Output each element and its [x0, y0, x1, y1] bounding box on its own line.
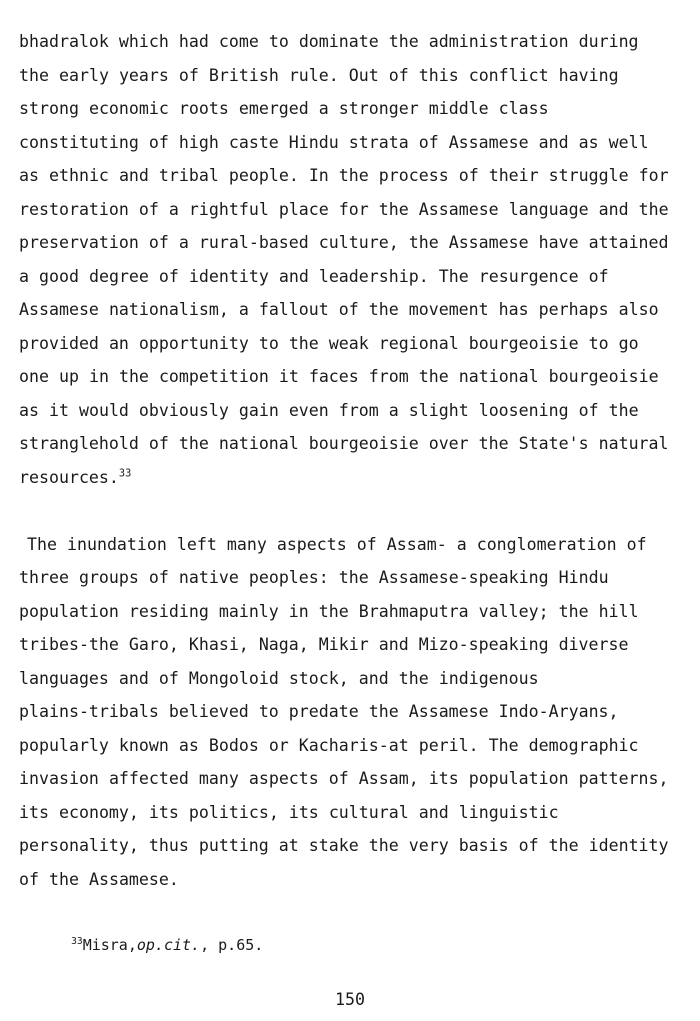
word: its: [148, 802, 179, 822]
word: the: [608, 400, 639, 420]
word: even: [288, 400, 329, 420]
text-line: [19, 628, 672, 662]
word: as: [19, 166, 39, 185]
word: Assam,: [358, 769, 419, 788]
word: competition: [158, 367, 269, 386]
word: affected: [108, 769, 189, 788]
word: hill: [598, 601, 639, 621]
word: degree: [88, 266, 149, 286]
word: roots: [178, 99, 229, 118]
word: regional: [378, 333, 459, 353]
word: of: [158, 266, 179, 286]
word: and: [118, 166, 149, 185]
word: valley;: [478, 601, 549, 621]
word: economic: [88, 99, 169, 118]
word: tribal: [158, 166, 219, 185]
word: national: [218, 434, 299, 453]
text-line: [19, 427, 672, 461]
word: economy,: [58, 802, 139, 822]
word: Mikir: [318, 635, 369, 654]
word: Out: [348, 65, 379, 85]
word: three: [19, 568, 69, 587]
text-line: [19, 394, 672, 428]
word: the: [338, 166, 369, 185]
footnote-citation: op.cit.: [136, 936, 201, 954]
word: and: [118, 668, 149, 688]
word: of: [388, 65, 409, 85]
text-line: [19, 59, 672, 93]
word: of: [578, 400, 599, 420]
word: Brahmaputra: [358, 601, 469, 621]
word: of: [178, 65, 199, 85]
word: a: [168, 199, 179, 219]
word: popularly: [19, 735, 109, 755]
page-number: 150: [335, 990, 365, 1009]
word: politics,: [188, 802, 279, 822]
word: constituting: [19, 132, 139, 152]
word: predate: [288, 702, 359, 721]
word: the: [19, 65, 49, 85]
word: State's: [518, 434, 589, 453]
word: of: [158, 668, 179, 688]
text-line: [19, 595, 672, 629]
word: peoples:: [248, 568, 329, 587]
word: up: [58, 367, 79, 386]
word: the: [398, 668, 429, 688]
text-line: [19, 695, 672, 729]
word: and: [598, 199, 629, 219]
word: process: [378, 166, 449, 185]
word: emerged: [238, 99, 309, 118]
word: Assamese: [408, 702, 489, 721]
word: good: [39, 266, 79, 286]
word: over: [428, 434, 469, 453]
word: The: [438, 266, 469, 286]
word: or: [268, 735, 289, 755]
word: diverse: [558, 635, 629, 654]
word: native: [178, 568, 239, 587]
word: years: [118, 65, 169, 85]
word: plains-tribals: [19, 702, 159, 721]
text-line: [19, 561, 672, 595]
text-line: [19, 260, 672, 294]
word: in: [288, 601, 309, 621]
word: strata: [348, 132, 409, 152]
word: stock,: [288, 668, 349, 688]
word: aspects: [276, 534, 347, 554]
word: national: [458, 367, 539, 386]
word: Hindu: [288, 132, 339, 152]
word: for: [338, 199, 369, 219]
word: and: [278, 266, 309, 286]
word: and: [358, 668, 389, 688]
word: residing: [128, 601, 209, 621]
word: tribes-the: [19, 635, 119, 654]
word: Assamese: [19, 300, 99, 319]
word: preservation: [19, 233, 139, 252]
word: the: [388, 32, 419, 51]
body-text-block: [19, 25, 672, 896]
word: Assam-: [386, 534, 447, 554]
text-line: [19, 226, 672, 260]
word: at: [278, 836, 299, 855]
word: the: [378, 199, 409, 219]
word: strong: [19, 99, 79, 118]
word: bhadralok: [19, 32, 109, 51]
text-line: [19, 863, 672, 897]
word: Naga,: [258, 635, 309, 654]
word: Mongoloid: [188, 668, 279, 688]
word: a: [388, 400, 399, 420]
word: identity: [588, 836, 669, 855]
word: many: [198, 769, 239, 788]
word: population: [468, 769, 569, 788]
word: mainly: [218, 601, 279, 621]
word: of: [338, 300, 359, 319]
word: the: [638, 199, 669, 219]
word: peril.: [418, 735, 479, 755]
word: putting: [198, 836, 269, 855]
paragraph-1: [19, 25, 672, 494]
word: linguistic: [458, 802, 559, 822]
word: and: [538, 132, 569, 152]
word: rural-based: [198, 233, 309, 252]
word: as: [19, 400, 39, 420]
word: of: [418, 132, 439, 152]
word: middle: [428, 99, 489, 118]
footnote-tail: , p.65.: [200, 936, 264, 954]
word: population: [19, 601, 119, 621]
word: of: [458, 166, 479, 185]
word: caste: [228, 132, 279, 152]
word: aspects: [248, 769, 319, 788]
text-line: [19, 796, 672, 830]
word: of: [148, 132, 169, 152]
word: Mizo-speaking: [418, 635, 549, 654]
word: of: [356, 534, 377, 554]
text-line: [19, 528, 672, 562]
word: from: [338, 400, 379, 420]
word: nationalism,: [108, 300, 229, 319]
word: the: [558, 601, 589, 621]
word: opportunity: [138, 333, 249, 353]
word: rule.: [288, 65, 339, 85]
word: a: [178, 233, 189, 252]
word: believed: [168, 702, 249, 721]
word: the: [548, 836, 579, 855]
word: which: [118, 32, 169, 51]
word: personality,: [19, 836, 139, 855]
word: weak: [328, 333, 369, 353]
word: leadership.: [318, 266, 429, 286]
word: early: [58, 65, 109, 85]
word: to: [258, 333, 279, 353]
word: an: [108, 333, 129, 353]
word: to: [268, 32, 289, 51]
word: of: [148, 434, 169, 453]
word: bourgeoisie: [468, 333, 579, 353]
word: In: [308, 166, 329, 185]
word: of: [588, 266, 609, 286]
word: Kacharis-at: [298, 735, 409, 755]
word: having: [558, 65, 619, 85]
text-line: [19, 360, 672, 394]
word: to: [258, 702, 279, 721]
word: Assamese: [448, 233, 529, 252]
word: Assamese-speaking: [378, 568, 549, 587]
word: dominate: [298, 32, 379, 51]
word: language: [508, 199, 589, 219]
word: the: [318, 601, 349, 621]
word: go: [618, 333, 639, 353]
word: of: [148, 568, 169, 587]
word: as: [578, 132, 599, 152]
word: Assamese: [448, 132, 529, 152]
word: gain: [238, 400, 279, 420]
text-line: [19, 25, 672, 59]
word: and: [378, 635, 409, 654]
word: bourgeoisie: [308, 434, 419, 453]
word: obviously: [138, 400, 229, 420]
word: resources.: [19, 467, 119, 487]
word: natural: [598, 434, 669, 453]
word: the: [288, 333, 319, 353]
text-line: [19, 461, 672, 495]
word: resurgence: [478, 266, 579, 286]
text-line: [19, 762, 672, 796]
word: their: [488, 166, 539, 185]
word: it: [278, 367, 299, 386]
word: many: [226, 534, 267, 554]
word: identity: [188, 266, 269, 286]
word: inundation: [66, 534, 167, 554]
text-line: [19, 126, 672, 160]
word: as: [178, 735, 199, 755]
word: attained: [588, 233, 669, 252]
word: faces: [308, 367, 359, 386]
word: the: [178, 434, 209, 453]
footnote: [35, 912, 263, 978]
word: the: [368, 836, 399, 855]
word: left: [176, 534, 217, 554]
footnote-author: Misra,: [82, 936, 137, 954]
word: provided: [19, 333, 99, 353]
word: the: [408, 233, 439, 252]
word: class: [498, 99, 549, 118]
text-line: [19, 662, 672, 696]
word: invasion: [19, 769, 99, 788]
word: conglomeration: [476, 534, 617, 554]
word: has: [498, 300, 529, 319]
word: The: [27, 534, 57, 554]
paragraph-2: [19, 528, 672, 897]
word: from: [368, 367, 409, 386]
word: stranglehold: [19, 434, 139, 453]
word: of: [19, 869, 39, 889]
word: the: [368, 702, 399, 721]
word: cultural: [328, 802, 409, 822]
word: Assamese: [418, 199, 499, 219]
word: its: [19, 802, 49, 822]
word: Bodos: [208, 735, 259, 755]
text-line: [19, 293, 672, 327]
text-line: [19, 159, 672, 193]
word: languages: [19, 668, 109, 688]
word: Khasi,: [188, 635, 249, 654]
word: its: [288, 802, 319, 822]
text-line: [19, 729, 672, 763]
word: of: [328, 769, 349, 788]
word: indigenous: [438, 668, 539, 688]
word: Assamese.: [88, 869, 179, 889]
word: place: [278, 199, 329, 219]
word: stronger: [338, 99, 419, 118]
word: high: [178, 132, 219, 152]
word: stake: [308, 836, 359, 855]
word: basis: [458, 836, 509, 855]
word: groups: [78, 568, 139, 587]
word: well: [608, 132, 649, 152]
word: a: [318, 99, 329, 118]
word: administration: [428, 32, 569, 51]
word: struggle: [548, 166, 629, 185]
word: to: [588, 333, 609, 353]
word: the: [478, 434, 509, 453]
word: the: [418, 367, 449, 386]
word: known: [118, 735, 169, 755]
word: ethnic: [48, 166, 109, 185]
footnote-reference[interactable]: 33: [118, 466, 132, 479]
word: loosening: [478, 400, 569, 420]
word: one: [19, 367, 49, 386]
word: Garo,: [128, 635, 179, 654]
word: Hindu: [558, 568, 609, 587]
word: very: [408, 836, 449, 855]
word: during: [578, 32, 639, 51]
word: of: [626, 534, 647, 554]
word: fallout: [258, 300, 329, 319]
word: people.: [228, 166, 299, 185]
word: of: [148, 233, 169, 252]
word: a: [19, 266, 29, 286]
word: of: [138, 199, 159, 219]
word: also: [618, 300, 659, 319]
word: would: [78, 400, 129, 420]
word: the: [338, 568, 369, 587]
word: have: [538, 233, 579, 252]
footnote-marker: 33: [71, 936, 83, 947]
word: slight: [408, 400, 469, 420]
word: the: [368, 300, 399, 319]
word: British: [208, 65, 279, 85]
word: the: [118, 367, 149, 386]
word: come: [218, 32, 259, 51]
word: conflict: [468, 65, 549, 85]
word: Indo-Aryans,: [498, 702, 619, 721]
word: for: [638, 166, 669, 185]
text-line: [19, 193, 672, 227]
word: movement: [408, 300, 489, 319]
word: restoration: [19, 199, 129, 219]
word: had: [178, 32, 209, 51]
word: a: [238, 300, 249, 319]
word: The: [488, 735, 519, 755]
word: in: [88, 367, 109, 386]
word: it: [48, 400, 69, 420]
word: patterns,: [578, 769, 669, 788]
word: of: [518, 836, 539, 855]
word: the: [48, 869, 79, 889]
word: and: [418, 802, 449, 822]
word: bourgeoisie: [548, 367, 659, 386]
word: a: [456, 534, 467, 554]
word: its: [428, 769, 459, 788]
word: rightful: [188, 199, 269, 219]
word: thus: [148, 836, 189, 855]
word: culture,: [318, 233, 399, 252]
word: demographic: [528, 735, 639, 755]
text-line: [19, 92, 672, 126]
text-line: [19, 327, 672, 361]
text-line: [19, 829, 672, 863]
word: perhaps: [538, 300, 609, 319]
word: this: [418, 65, 459, 85]
